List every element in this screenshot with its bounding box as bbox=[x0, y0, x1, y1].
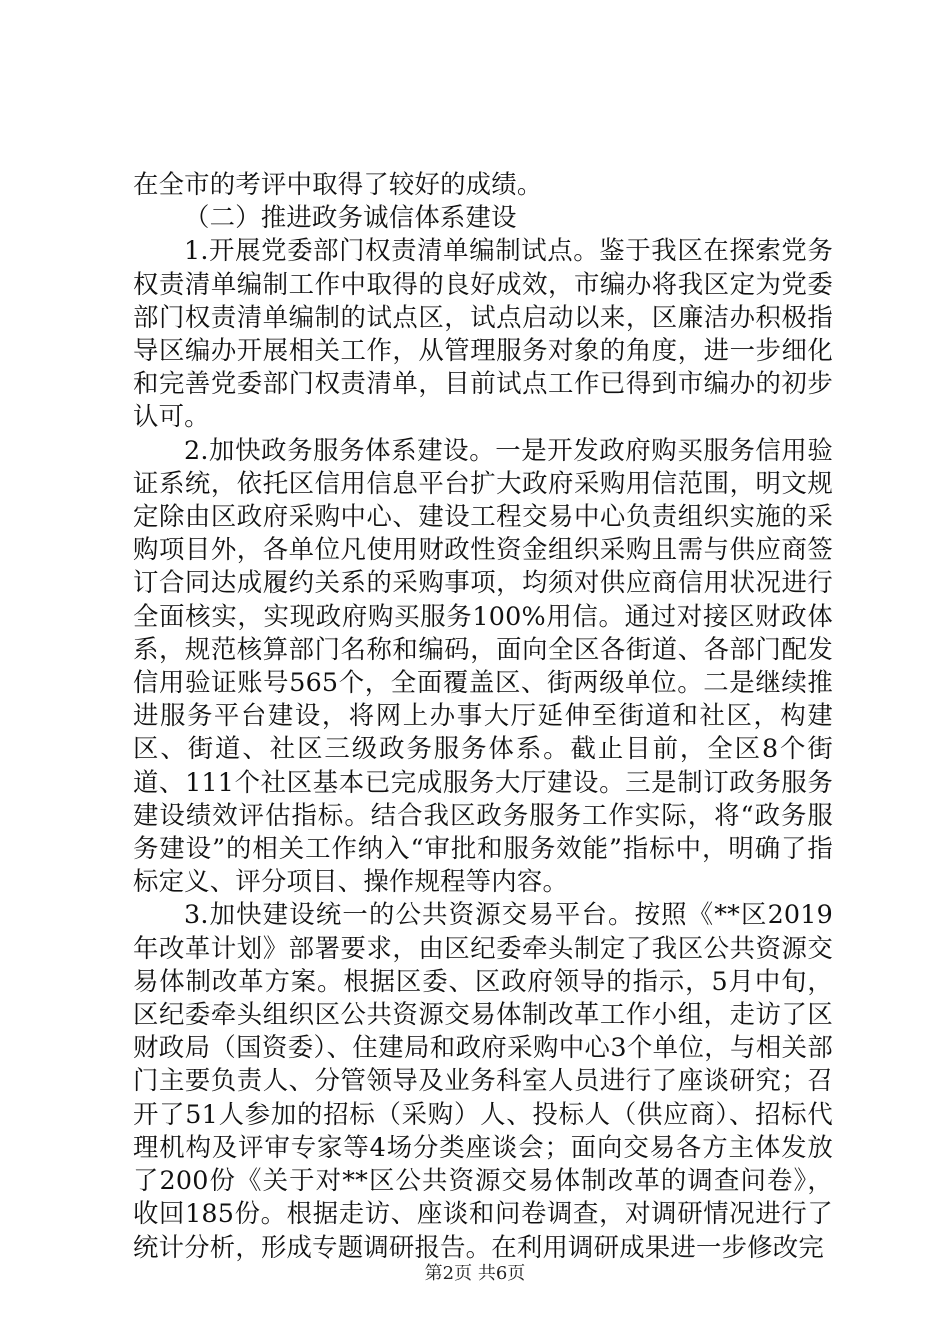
paragraph-item-1: 1.开展党委部门权责清单编制试点。鉴于我区在探索党务权责清单编制工作中取得的良好成效，市编办将我区定为党委部门权责清单编制的试点区，试点启动以来，区廉洁办积极指导区编办开展相关工作，从管理服务对象的角度，进一步细化和完善党委部门权责清单，目前试点工作已得到市编办的初步认可。 bbox=[133, 235, 833, 432]
section-heading: （二）推进政务诚信体系建设 bbox=[184, 202, 517, 233]
document-body bbox=[133, 168, 833, 1264]
paragraph-continuation: 在全市的考评中取得了较好的成绩。 bbox=[133, 169, 543, 199]
paragraph-item-3: 3.加快建设统一的公共资源交易平台。按照《**区2019年改革计划》部署要求，由区纪委牵头制定了我区公共资源交易体制改革方案。根据区委、区政府领导的指示，5月中旬，区纪委牵头组织区公共资源交易体制改革工作小组，走访了区财政局（国资委）、住建局和政府采购中心3个单位，与相关部门主要负责人、分管领导及业务科室人员进行了座谈研究；召开了51人参加的招标（采购）人、投标人（供应商）、招标代理机构及评审专家等4场分类座谈会；面向交易各方主体发放了200份《关于对**区公共资源交易体制改革的调查问卷》，收回185份。根据走访、座谈和问卷调查，对调研情况进行了统计分析，形成专题调研报告。在利用调研成果进一步修改完 bbox=[133, 899, 833, 1262]
page-number-footer: 第2页 共6页 bbox=[424, 1263, 526, 1284]
paragraph-item-2: 2.加快政务服务体系建设。一是开发政府购买服务信用验证系统，依托区信用信息平台扩大政府采购用信范围，明文规定除由区政府采购中心、建设工程交易中心负责组织实施的采购项目外，各单位凡使用财政性资金组织采购且需与供应商签订合同达成履约关系的采购事项，均须对供应商信用状况进行全面核实，实现政府购买服务100%用信。通过对接区财政体系，规范核算部门名称和编码，面向全区各街道、各部门配发信用验证账号565个，全面覆盖区、街两级单位。二是继续推进服务平台建设，将网上办事大厅延伸至街道和社区，构建区、街道、社区三级政务服务体系。截止目前，全区8个街道、111个社区基本已完成服务大厅建设。三是制订政务服务建设绩效评估指标。结合我区政务服务工作实际，将“政务服务建设”的相关工作纳入“审批和服务效能”指标中，明确了指标定义、评分项目、操作规程等内容。 bbox=[133, 434, 833, 897]
